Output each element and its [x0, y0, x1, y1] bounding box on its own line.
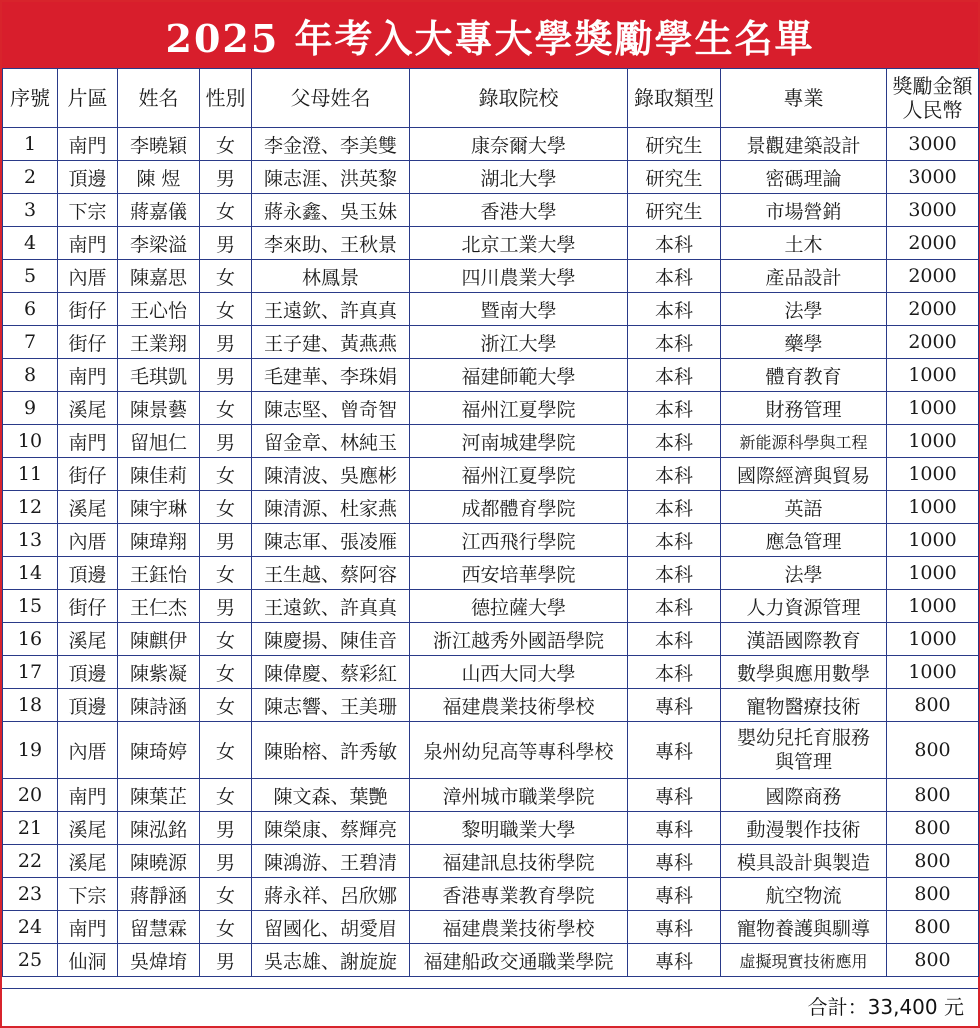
cell-name: 留慧霖: [118, 911, 200, 944]
cell-seq: 5: [3, 260, 58, 293]
cell-amount: 800: [887, 845, 979, 878]
cell-major: 市場營銷: [721, 194, 887, 227]
cell-school: 香港大學: [410, 194, 628, 227]
cell-seq: 17: [3, 656, 58, 689]
cell-major: 藥學: [721, 326, 887, 359]
cell-major: 寵物養護與馴導: [721, 911, 887, 944]
cell-amount: 2000: [887, 326, 979, 359]
cell-school: 暨南大學: [410, 293, 628, 326]
cell-major: 漢語國際教育: [721, 623, 887, 656]
cell-gender: 男: [200, 944, 252, 977]
cell-parents: 王子建、黃燕燕: [252, 326, 410, 359]
cell-seq: 25: [3, 944, 58, 977]
cell-seq: 13: [3, 524, 58, 557]
cell-area: 內厝: [58, 260, 118, 293]
table-row: [3, 260, 979, 293]
header-school: 錄取院校: [410, 69, 628, 128]
cell-area: 南門: [58, 779, 118, 812]
cell-amount: 1000: [887, 590, 979, 623]
cell-amount: 1000: [887, 491, 979, 524]
cell-seq: 18: [3, 689, 58, 722]
cell-seq: 1: [3, 128, 58, 161]
table-row: [3, 722, 979, 779]
cell-parents: 陳志涯、洪英黎: [252, 161, 410, 194]
scholarship-table: [2, 68, 979, 977]
cell-area: 南門: [58, 911, 118, 944]
cell-area: 頂邊: [58, 557, 118, 590]
cell-type: 專科: [628, 689, 721, 722]
cell-gender: 女: [200, 392, 252, 425]
cell-parents: 李來助、王秋景: [252, 227, 410, 260]
table-row: [3, 392, 979, 425]
cell-amount: 800: [887, 812, 979, 845]
cell-area: 下宗: [58, 194, 118, 227]
cell-name: 陳琦婷: [118, 722, 200, 779]
cell-area: 街仔: [58, 590, 118, 623]
cell-area: 溪尾: [58, 392, 118, 425]
cell-name: 王鈺怡: [118, 557, 200, 590]
cell-school: 福州江夏學院: [410, 458, 628, 491]
table-row: [3, 656, 979, 689]
cell-seq: 14: [3, 557, 58, 590]
cell-name: 王業翔: [118, 326, 200, 359]
cell-type: 專科: [628, 878, 721, 911]
cell-type: 專科: [628, 911, 721, 944]
cell-parents: 陳鴻游、王碧清: [252, 845, 410, 878]
cell-seq: 15: [3, 590, 58, 623]
cell-seq: 3: [3, 194, 58, 227]
cell-seq: 21: [3, 812, 58, 845]
cell-major: 人力資源管理: [721, 590, 887, 623]
header-seq: 序號: [3, 69, 58, 128]
cell-amount: 1000: [887, 623, 979, 656]
cell-type: 本科: [628, 590, 721, 623]
cell-school: 北京工業大學: [410, 227, 628, 260]
cell-seq: 9: [3, 392, 58, 425]
cell-major: 英語: [721, 491, 887, 524]
cell-gender: 女: [200, 689, 252, 722]
cell-amount: 1000: [887, 557, 979, 590]
cell-major: 財務管理: [721, 392, 887, 425]
table-row: [3, 458, 979, 491]
cell-type: 本科: [628, 557, 721, 590]
cell-name: 王仁杰: [118, 590, 200, 623]
table-row: [3, 128, 979, 161]
cell-name: 留旭仁: [118, 425, 200, 458]
cell-amount: 1000: [887, 656, 979, 689]
cell-parents: 陳偉慶、蔡彩紅: [252, 656, 410, 689]
cell-major: 景觀建築設計: [721, 128, 887, 161]
cell-school: 浙江越秀外國語學院: [410, 623, 628, 656]
cell-name: 蔣嘉儀: [118, 194, 200, 227]
cell-amount: 2000: [887, 293, 979, 326]
cell-parents: 吳志雄、謝旋旋: [252, 944, 410, 977]
cell-amount: 1000: [887, 524, 979, 557]
cell-parents: 陳志響、王美珊: [252, 689, 410, 722]
cell-type: 專科: [628, 779, 721, 812]
cell-type: 本科: [628, 458, 721, 491]
cell-school: 福建農業技術學校: [410, 911, 628, 944]
cell-area: 溪尾: [58, 623, 118, 656]
cell-area: 街仔: [58, 458, 118, 491]
cell-parents: 王生越、蔡阿容: [252, 557, 410, 590]
cell-major: 土木: [721, 227, 887, 260]
cell-type: 專科: [628, 845, 721, 878]
cell-school: 福建師範大學: [410, 359, 628, 392]
cell-area: 街仔: [58, 326, 118, 359]
cell-major: 數學與應用數學: [721, 656, 887, 689]
cell-seq: 10: [3, 425, 58, 458]
table-row: [3, 326, 979, 359]
cell-amount: 1000: [887, 392, 979, 425]
cell-amount: 1000: [887, 425, 979, 458]
cell-seq: 2: [3, 161, 58, 194]
cell-school: 福建船政交通職業學院: [410, 944, 628, 977]
cell-name: 陳泓銘: [118, 812, 200, 845]
cell-type: 本科: [628, 623, 721, 656]
cell-school: 西安培華學院: [410, 557, 628, 590]
cell-amount: 800: [887, 689, 979, 722]
cell-type: 專科: [628, 812, 721, 845]
cell-school: 德拉薩大學: [410, 590, 628, 623]
cell-type: 本科: [628, 326, 721, 359]
cell-seq: 24: [3, 911, 58, 944]
cell-school: 康奈爾大學: [410, 128, 628, 161]
table-row: [3, 590, 979, 623]
cell-amount: 3000: [887, 194, 979, 227]
cell-name: 陳瑋翔: [118, 524, 200, 557]
cell-type: 本科: [628, 227, 721, 260]
header-type: 錄取類型: [628, 69, 721, 128]
cell-major: 國際經濟與貿易: [721, 458, 887, 491]
table-row: [3, 878, 979, 911]
cell-gender: 女: [200, 458, 252, 491]
cell-area: 南門: [58, 425, 118, 458]
cell-parents: 留金章、林純玉: [252, 425, 410, 458]
cell-type: 本科: [628, 491, 721, 524]
cell-school: 福州江夏學院: [410, 392, 628, 425]
header-amount-line1: 獎勵金額: [892, 74, 973, 98]
cell-school: 河南城建學院: [410, 425, 628, 458]
cell-seq: 4: [3, 227, 58, 260]
cell-gender: 女: [200, 656, 252, 689]
cell-name: 陳嘉思: [118, 260, 200, 293]
cell-seq: 11: [3, 458, 58, 491]
cell-type: 專科: [628, 722, 721, 779]
cell-area: 頂邊: [58, 656, 118, 689]
cell-type: 本科: [628, 359, 721, 392]
cell-name: 陳詩涵: [118, 689, 200, 722]
cell-name: 蔣靜涵: [118, 878, 200, 911]
cell-area: 街仔: [58, 293, 118, 326]
cell-name: 毛琪凱: [118, 359, 200, 392]
cell-area: 下宗: [58, 878, 118, 911]
table-row: [3, 845, 979, 878]
cell-school: 浙江大學: [410, 326, 628, 359]
cell-amount: 3000: [887, 161, 979, 194]
cell-name: 陳葉芷: [118, 779, 200, 812]
cell-type: 研究生: [628, 128, 721, 161]
cell-major: 密碼理論: [721, 161, 887, 194]
cell-amount: 2000: [887, 227, 979, 260]
cell-gender: 女: [200, 194, 252, 227]
cell-seq: 19: [3, 722, 58, 779]
cell-gender: 女: [200, 623, 252, 656]
cell-school: 福建農業技術學校: [410, 689, 628, 722]
table-row: [3, 227, 979, 260]
cell-parents: 毛建華、李珠娟: [252, 359, 410, 392]
cell-area: 內厝: [58, 722, 118, 779]
cell-school: 江西飛行學院: [410, 524, 628, 557]
cell-parents: 陳榮康、蔡輝亮: [252, 812, 410, 845]
cell-area: 溪尾: [58, 491, 118, 524]
table-row: [3, 689, 979, 722]
cell-major: 法學: [721, 293, 887, 326]
table-row: [3, 557, 979, 590]
cell-major: 航空物流: [721, 878, 887, 911]
cell-name: 李曉穎: [118, 128, 200, 161]
cell-parents: 陳志堅、曾奇智: [252, 392, 410, 425]
cell-gender: 男: [200, 590, 252, 623]
cell-area: 頂邊: [58, 161, 118, 194]
cell-parents: 陳貽榕、許秀敏: [252, 722, 410, 779]
table-row: [3, 911, 979, 944]
cell-gender: 女: [200, 128, 252, 161]
cell-amount: 800: [887, 779, 979, 812]
cell-seq: 20: [3, 779, 58, 812]
header-amount: [887, 69, 979, 128]
cell-amount: 800: [887, 878, 979, 911]
cell-parents: 林鳳景: [252, 260, 410, 293]
cell-school: 黎明職業大學: [410, 812, 628, 845]
total-amount: 合計：33,400 元: [807, 995, 964, 1019]
cell-area: 內厝: [58, 524, 118, 557]
cell-type: 本科: [628, 425, 721, 458]
cell-seq: 16: [3, 623, 58, 656]
cell-name: 陳紫凝: [118, 656, 200, 689]
cell-type: 本科: [628, 260, 721, 293]
cell-parents: 陳文森、葉艷: [252, 779, 410, 812]
cell-school: 四川農業大學: [410, 260, 628, 293]
table-row: [3, 944, 979, 977]
cell-name: 李梁溢: [118, 227, 200, 260]
cell-area: 南門: [58, 128, 118, 161]
cell-gender: 男: [200, 326, 252, 359]
cell-parents: 陳清波、吳應彬: [252, 458, 410, 491]
cell-name: 陳 煜: [118, 161, 200, 194]
cell-seq: 22: [3, 845, 58, 878]
cell-amount: 1000: [887, 359, 979, 392]
cell-major: 體育教育: [721, 359, 887, 392]
header-gender: 性別: [200, 69, 252, 128]
cell-seq: 6: [3, 293, 58, 326]
cell-gender: 女: [200, 722, 252, 779]
cell-seq: 8: [3, 359, 58, 392]
table-row: [3, 194, 979, 227]
cell-major: 動漫製作技術: [721, 812, 887, 845]
cell-area: 溪尾: [58, 845, 118, 878]
cell-amount: 800: [887, 722, 979, 779]
cell-amount: 3000: [887, 128, 979, 161]
footer-divider: [2, 988, 978, 989]
cell-school: 漳州城市職業學院: [410, 779, 628, 812]
cell-seq: 23: [3, 878, 58, 911]
cell-name: 陳宇琳: [118, 491, 200, 524]
cell-name: 陳佳莉: [118, 458, 200, 491]
cell-major: 法學: [721, 557, 887, 590]
cell-seq: 12: [3, 491, 58, 524]
cell-major: 模具設計與製造: [721, 845, 887, 878]
cell-area: 頂邊: [58, 689, 118, 722]
cell-gender: 男: [200, 359, 252, 392]
cell-gender: 女: [200, 878, 252, 911]
header-parents: 父母姓名: [252, 69, 410, 128]
cell-major: 國際商務: [721, 779, 887, 812]
cell-parents: 蔣永祥、呂欣娜: [252, 878, 410, 911]
cell-gender: 男: [200, 812, 252, 845]
cell-parents: 留國化、胡愛眉: [252, 911, 410, 944]
cell-school: 成都體育學院: [410, 491, 628, 524]
cell-major: 產品設計: [721, 260, 887, 293]
cell-parents: 陳志軍、張凌雁: [252, 524, 410, 557]
table-row: [3, 425, 979, 458]
cell-school: 湖北大學: [410, 161, 628, 194]
cell-seq: 7: [3, 326, 58, 359]
cell-type: 本科: [628, 656, 721, 689]
table-row: [3, 623, 979, 656]
cell-gender: 男: [200, 524, 252, 557]
table-row: [3, 359, 979, 392]
cell-gender: 女: [200, 491, 252, 524]
cell-gender: 男: [200, 161, 252, 194]
cell-name: 王心怡: [118, 293, 200, 326]
header-amount-line2: 人民幣: [902, 98, 963, 122]
cell-parents: 李金澄、李美雙: [252, 128, 410, 161]
cell-gender: 男: [200, 845, 252, 878]
cell-name: 陳曉源: [118, 845, 200, 878]
cell-area: 仙洞: [58, 944, 118, 977]
table-row: [3, 812, 979, 845]
cell-amount: 800: [887, 911, 979, 944]
table-row: [3, 491, 979, 524]
cell-gender: 女: [200, 293, 252, 326]
table-row: [3, 524, 979, 557]
cell-area: 溪尾: [58, 812, 118, 845]
cell-school: 香港專業教育學院: [410, 878, 628, 911]
cell-type: 本科: [628, 392, 721, 425]
cell-area: 南門: [58, 359, 118, 392]
cell-school: 福建訊息技術學院: [410, 845, 628, 878]
cell-major: 寵物醫療技術: [721, 689, 887, 722]
header-name: 姓名: [118, 69, 200, 128]
cell-area: 南門: [58, 227, 118, 260]
table-body: [3, 128, 979, 977]
cell-amount: 2000: [887, 260, 979, 293]
cell-gender: 女: [200, 911, 252, 944]
cell-parents: 陳慶揚、陳佳音: [252, 623, 410, 656]
cell-parents: 王遠欽、許真真: [252, 590, 410, 623]
cell-type: 研究生: [628, 194, 721, 227]
table-row: [3, 293, 979, 326]
page-title: 2025 年考入大專大學獎勵學生名單: [2, 2, 978, 68]
cell-name: 吳煒堉: [118, 944, 200, 977]
cell-school: 泉州幼兒高等專科學校: [410, 722, 628, 779]
cell-major: 嬰幼兒托育服務 與管理: [721, 722, 887, 779]
cell-gender: 女: [200, 260, 252, 293]
cell-gender: 男: [200, 227, 252, 260]
cell-parents: 蔣永鑫、吳玉妹: [252, 194, 410, 227]
table-row: [3, 779, 979, 812]
cell-amount: 1000: [887, 458, 979, 491]
cell-type: 本科: [628, 293, 721, 326]
header-area: 片區: [58, 69, 118, 128]
cell-amount: 800: [887, 944, 979, 977]
cell-gender: 男: [200, 425, 252, 458]
cell-major: 新能源科學與工程: [721, 425, 887, 458]
cell-gender: 女: [200, 557, 252, 590]
cell-parents: 王遠欽、許真真: [252, 293, 410, 326]
table-header: [3, 69, 979, 128]
cell-school: 山西大同大學: [410, 656, 628, 689]
cell-type: 專科: [628, 944, 721, 977]
cell-major: 虛擬現實技術應用: [721, 944, 887, 977]
cell-name: 陳麒伊: [118, 623, 200, 656]
cell-type: 研究生: [628, 161, 721, 194]
table-row: [3, 161, 979, 194]
cell-major: 應急管理: [721, 524, 887, 557]
cell-parents: 陳清源、杜家燕: [252, 491, 410, 524]
header-major: 專業: [721, 69, 887, 128]
cell-type: 本科: [628, 524, 721, 557]
cell-name: 陳景藝: [118, 392, 200, 425]
cell-gender: 女: [200, 779, 252, 812]
